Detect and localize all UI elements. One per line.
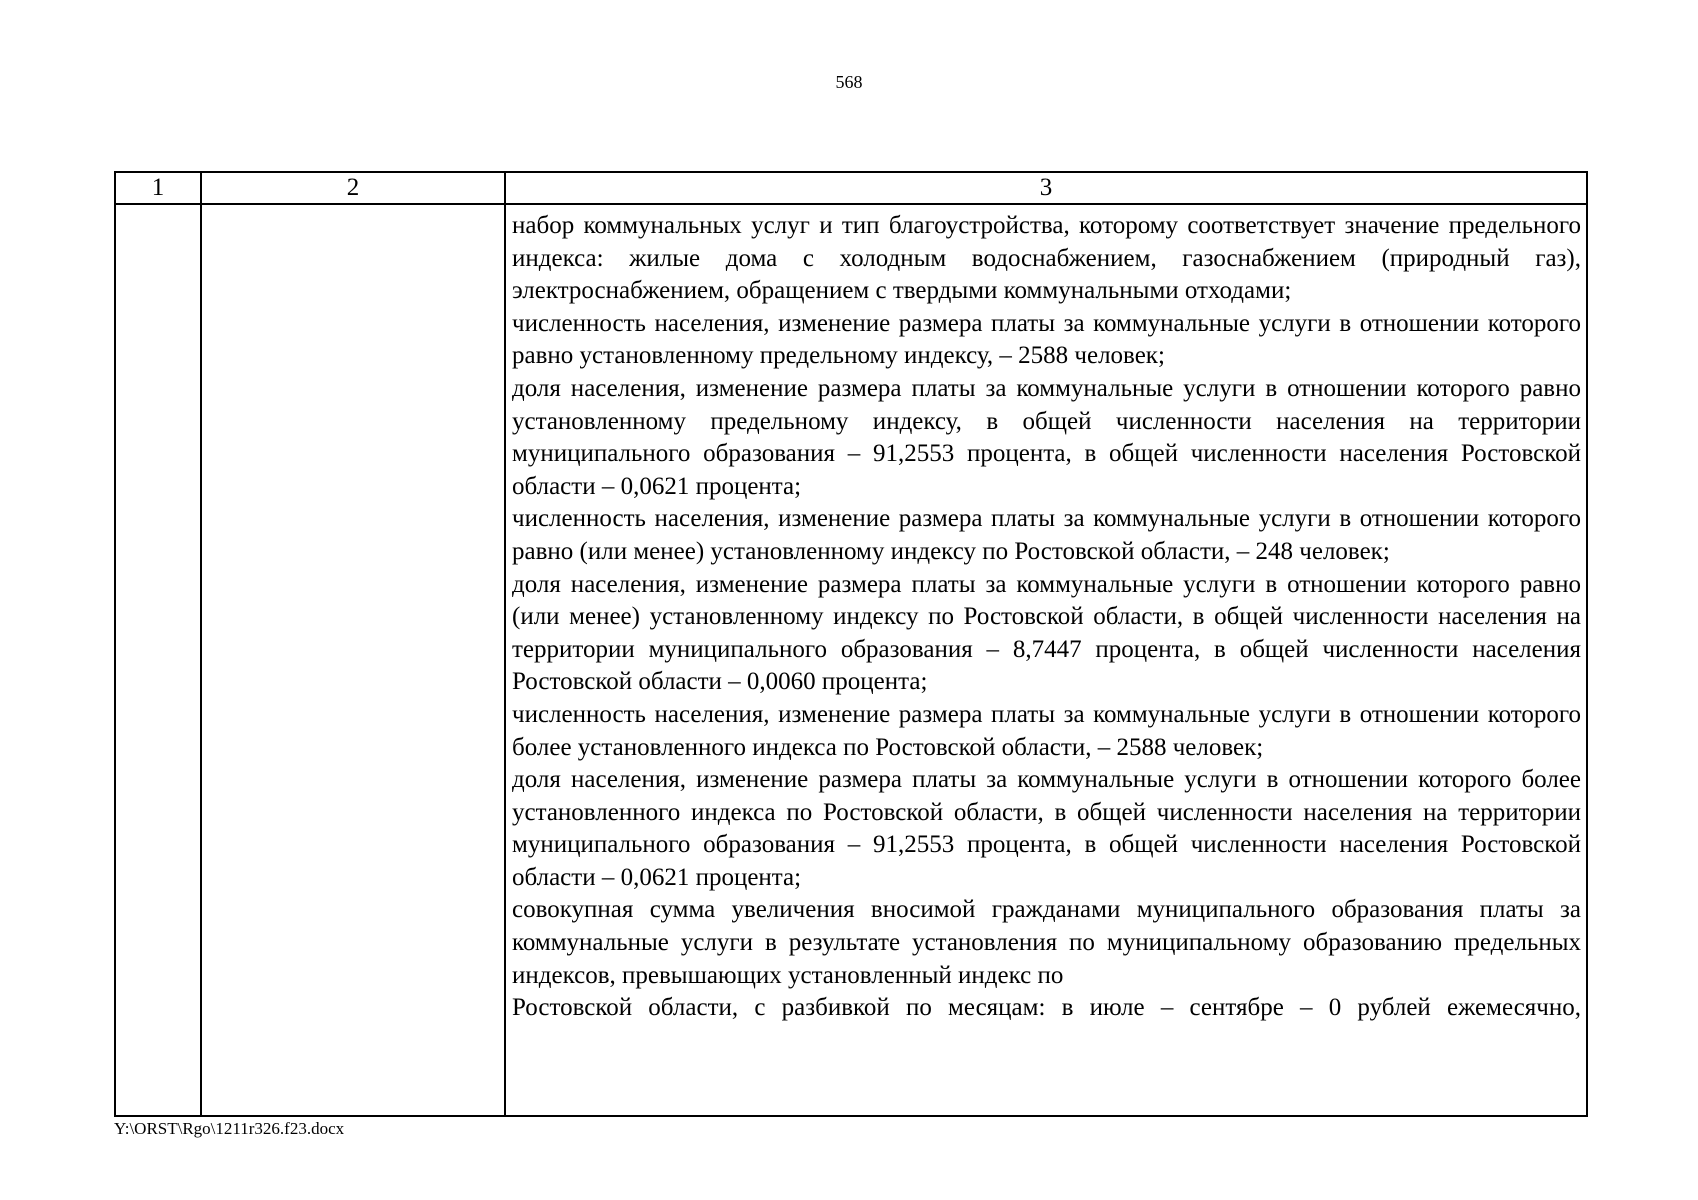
paragraph-utility-set: набор коммунальных услуг и тип благоустройства, которому соответствует значение предельного индекса: жилые дома с холодным водоснабжением, газоснабжением (природный газ), электроснабжением, обращением с твердыми коммунальными отходами; <box>512 212 1581 305</box>
paragraph-total-increase: совокупная сумма увеличения вносимой гражданами муниципального образования платы за коммунальные услуги в результате установления по муниципальному образованию предельных индексов, превышающих установленный индекс по <box>512 896 1581 989</box>
paragraph-population-equal-or-less-regional: численность населения, изменение размера платы за коммунальные услуги в отношении которого равно (или менее) установленному индексу по Ростовской области, – 248 человек; <box>512 505 1581 565</box>
paragraph-total-increase-continued: Ростовской области, с разбивкой по месяцам: в июле – сентябре – 0 рублей ежемесячно, <box>512 994 1581 1022</box>
paragraph-share-above-regional: доля населения, изменение размера платы за коммунальные услуги в отношении которого более установленного индекса по Ростовской области, в общей численности населения на территории муниципального образования – 91,2553 процента, в общей численности населения Ростовской области – 0,0621 процента; <box>512 766 1581 891</box>
cell-column-2 <box>201 204 505 1116</box>
paragraph-share-equal-limit: доля населения, изменение размера платы за коммунальные услуги в отношении которого равно установленному предельному индексу, в общей численности населения на территории муниципального образования – 91,2553 процента, в общей численности населения Ростовской области – 0,0621 процента; <box>512 374 1581 500</box>
table-header-row <box>115 172 1587 204</box>
column-header-2: 2 <box>201 172 505 204</box>
footer-file-path: Y:\ORST\Rgo\1211r326.f23.docx <box>114 1119 345 1138</box>
cell-column-3 <box>505 204 1587 1116</box>
column-header-1: 1 <box>115 172 201 204</box>
table-row <box>115 204 1587 1116</box>
content-table <box>114 171 1588 1117</box>
cell-column-1 <box>115 204 201 1116</box>
column-header-3: 3 <box>505 172 1587 204</box>
paragraph-population-equal-limit: численность населения, изменение размера платы за коммунальные услуги в отношении которого равно установленному предельному индексу, – 2588 человек; <box>512 309 1581 370</box>
paragraph-population-above-regional: численность населения, изменение размера платы за коммунальные услуги в отношении которого более установленного индекса по Ростовской области, – 2588 человек; <box>512 700 1581 761</box>
page-number: 568 <box>835 72 863 92</box>
paragraph-share-equal-or-less-regional: доля населения, изменение размера платы за коммунальные услуги в отношении которого равно (или менее) установленному индексу по Ростовской области, в общей численности населения на территории муниципального образования – 8,7447 процента, в общей численности населения Ростовской области – 0,0060 процента; <box>512 570 1581 696</box>
